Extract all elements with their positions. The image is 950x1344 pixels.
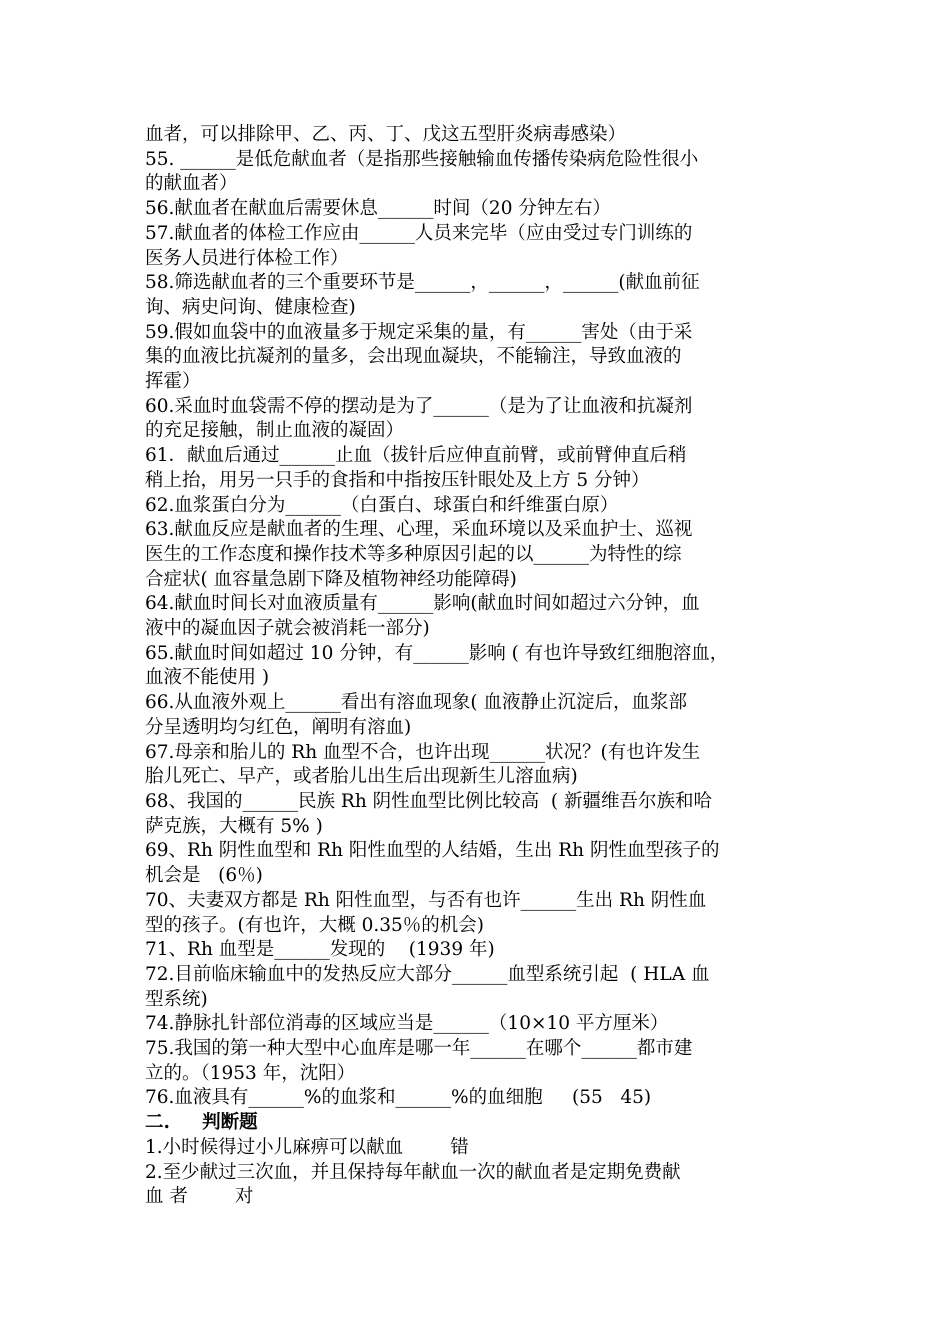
text-line: 64.献血时间长对血液质量有______影响(献血时间如超过六分钟，血 xyxy=(145,593,700,615)
document-page xyxy=(145,123,820,1210)
text-line: 68、我国的______民族 Rh 阴性血型比例比较高 ( 新疆维吾尔族和哈 xyxy=(145,790,713,812)
text-line: 的献血者） xyxy=(145,173,238,195)
text-line: 2.至少献过三次血，并且保持每年献血一次的献血者是定期免费献 xyxy=(145,1161,681,1183)
text-line: 胎儿死亡、早产，或者胎儿出生后出现新生儿溶血病) xyxy=(145,766,578,788)
text-line: 合症状( 血容量急剧下降及植物神经功能障碍) xyxy=(145,568,517,590)
text-line: 医务人员进行体检工作） xyxy=(145,247,349,269)
text-line: 61．献血后通过______止血（拔针后应伸直前臂，或前臂伸直后稍 xyxy=(145,445,687,467)
text-line: 55. ______是低危献血者（是指那些接触输血传播传染病危险性很小 xyxy=(145,148,699,170)
text-line: 分呈透明均匀红色，阐明有溶血) xyxy=(145,716,412,738)
text-line: 挥霍） xyxy=(145,371,201,393)
text-line: 70、夫妻双方都是 Rh 阳性血型，与否有也许______生出 Rh 阴性血 xyxy=(145,889,707,911)
text-line: 的充足接触，制止血液的凝固） xyxy=(145,420,405,442)
text-line: 型的孩子。(有也许，大概 0.35％的机会) xyxy=(145,914,485,936)
text-line: 液中的凝血因子就会被消耗一部分) xyxy=(145,618,430,640)
text-line: 76.血液具有______%的血浆和______%的血细胞 (55 45) xyxy=(145,1087,652,1109)
text-line: 56.献血者在献血后需要休息______时间（20 分钟左右） xyxy=(145,198,611,220)
text-line: 58.筛选献血者的三个重要环节是______，______，______(献血前征 xyxy=(145,272,700,294)
text-line: 机会是 (6％) xyxy=(145,865,263,887)
text-line: 59.假如血袋中的血液量多于规定采集的量，有______害处（由于采 xyxy=(145,321,693,343)
text-line: 立的。（1953 年，沈阳） xyxy=(145,1062,356,1084)
text-line: 71、Rh 血型是______发现的 (1939 年) xyxy=(145,939,495,961)
text-line: 集的血液比抗凝剂的量多，会出现血凝块，不能输注，导致血液的 xyxy=(145,346,682,368)
text-line: 血者，可以排除甲、乙、丙、丁、戊这五型肝炎病毒感染） xyxy=(145,124,627,145)
text-line: 稍上抬，用另一只手的食指和中指按压针眼处及上方 5 分钟） xyxy=(145,469,650,491)
text-line: 1.小时候得过小儿麻痹可以献血 错 xyxy=(145,1136,469,1158)
text-line: 65.献血时间如超过 10 分钟，有______影响 ( 有也许导致红细胞溶血， xyxy=(145,642,729,664)
text-line: 57.献血者的体检工作应由______人员来完毕（应由受过专门训练的 xyxy=(145,222,693,244)
text-line: 74.静脉扎针部位消毒的区域应当是______（10×10 平方厘米） xyxy=(145,1013,669,1035)
text-line: 询、病史问询、健康检查) xyxy=(145,296,356,318)
text-line: 75.我国的第一种大型中心血库是哪一年______在哪个______都市建 xyxy=(145,1038,693,1060)
text-line: 型系统) xyxy=(145,988,208,1010)
text-line: 医生的工作态度和操作技术等多种原因引起的以______为特性的综 xyxy=(145,543,682,565)
text-line: 67.母亲和胎儿的 Rh 血型不合，也许出现______状况？(有也许发生 xyxy=(145,741,701,763)
text-line: 69、Rh 阴性血型和 Rh 阳性血型的人结婚，生出 Rh 阴性血型孩子的 xyxy=(145,840,720,862)
text-line: 血液不能使用 ) xyxy=(145,667,270,689)
text-line: 62.血浆蛋白分为______（白蛋白、球蛋白和纤维蛋白原） xyxy=(145,494,619,516)
text-line: 60.采血时血袋需不停的摆动是为了______（是为了让血液和抗凝剂 xyxy=(145,395,693,417)
text-line: 66.从血液外观上______看出有溶血现象( 血液静止沉淀后，血浆部 xyxy=(145,692,688,714)
text-line: 血 者 对 xyxy=(145,1186,254,1208)
text-line: 萨克族，大概有 5% ) xyxy=(145,815,323,837)
section-heading: 二. 判断题 xyxy=(145,1112,258,1134)
text-line: 63.献血反应是献血者的生理、心理，采血环境以及采血护士、巡视 xyxy=(145,519,693,541)
text-line: 72.目前临床输血中的发热反应大部分______血型系统引起 ( HLA 血 xyxy=(145,963,710,985)
